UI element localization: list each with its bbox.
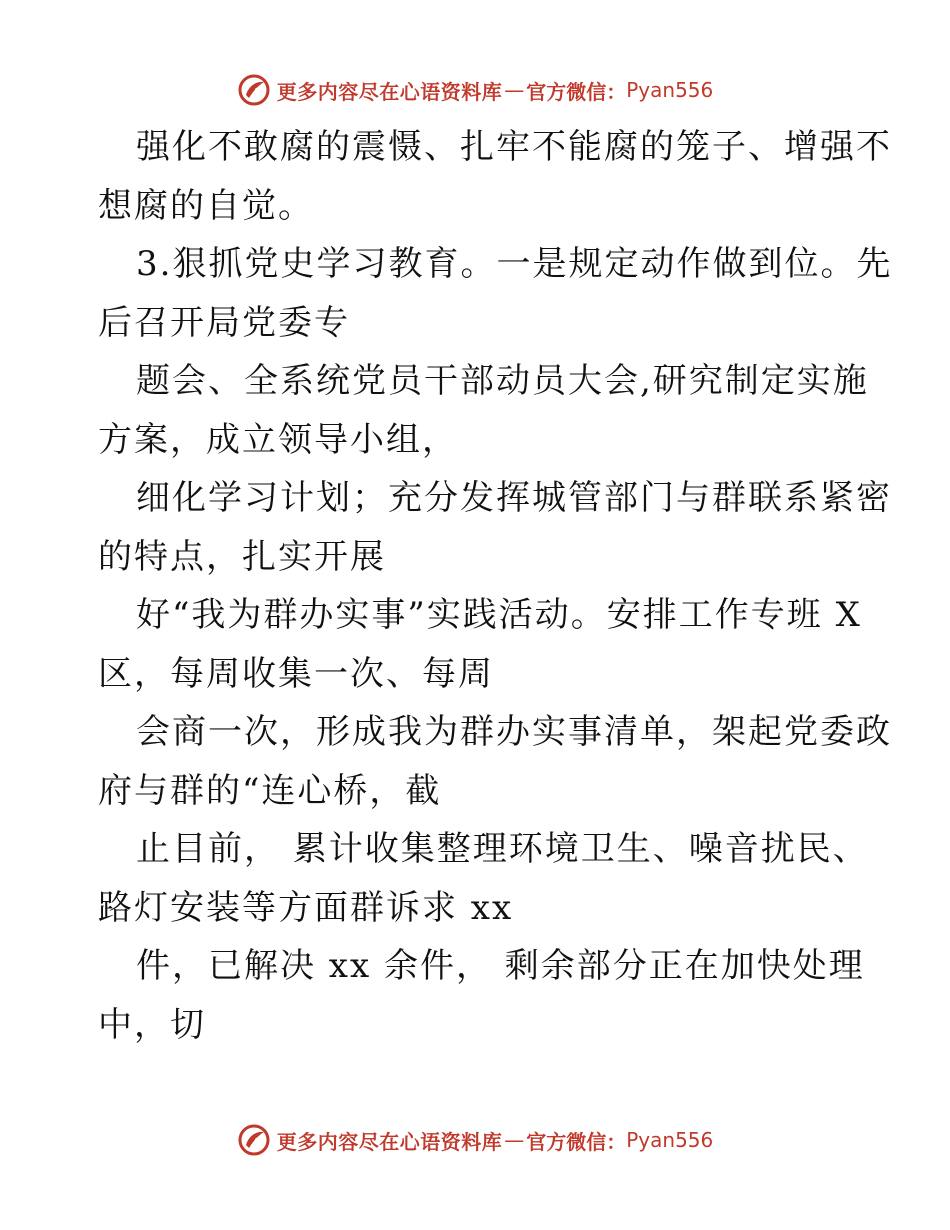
watermark-title: 更多内容尽在心语资料库 [276, 79, 503, 104]
text-line: 后召开局党委专 [98, 302, 350, 343]
watermark-wechat-id: Pyan556 [626, 1128, 714, 1152]
text-line: 题会、全系统党员干部动员大会,研究制定实施 [136, 361, 869, 401]
watermark-label: 官方微信： [526, 1129, 627, 1154]
text-line: 方案，成立领导小组， [98, 419, 458, 460]
text-line: 3.狠抓党史学习教育。一是规定动作做到位。先 [136, 244, 893, 284]
text-line: 细化学习计划；充分发挥城管部门与群联系紧密 [136, 478, 892, 518]
text-line: 路灯安装等方面群诉求 xx [98, 887, 514, 928]
document-body [98, 118, 893, 1054]
text-line: 区，每周收集一次、每周 [98, 653, 494, 694]
text-line: 止目前， 累计收集整理环境卫生、噪音扰民、 [136, 829, 869, 869]
text-line: 想腐的自觉。 [98, 185, 314, 226]
watermark-label: 官方微信： [526, 79, 627, 104]
text-line: 强化不敢腐的震慑、扎牢不能腐的笼子、增强不 [136, 127, 892, 167]
text-line: 的特点，扎实开展 [98, 536, 386, 577]
text-line: 件，已解决 xx 余件， 剩余部分正在加快处理 [136, 946, 865, 986]
brand-logo-icon [237, 1123, 271, 1157]
footer-watermark [0, 1120, 950, 1160]
watermark-separator: — [504, 78, 525, 102]
brand-logo-icon [237, 73, 271, 107]
watermark-title: 更多内容尽在心语资料库 [276, 1129, 503, 1154]
text-line: 好“我为群办实事”实践活动。安排工作专班 X [136, 595, 862, 635]
text-line: 府与群的“连心桥，截 [98, 770, 442, 811]
watermark-wechat-id: Pyan556 [626, 78, 714, 102]
text-line: 中，切 [98, 1004, 206, 1045]
text-line: 会商一次，形成我为群办实事清单，架起党委政 [136, 712, 892, 752]
watermark-separator: — [504, 1128, 525, 1152]
header-watermark [0, 70, 950, 110]
